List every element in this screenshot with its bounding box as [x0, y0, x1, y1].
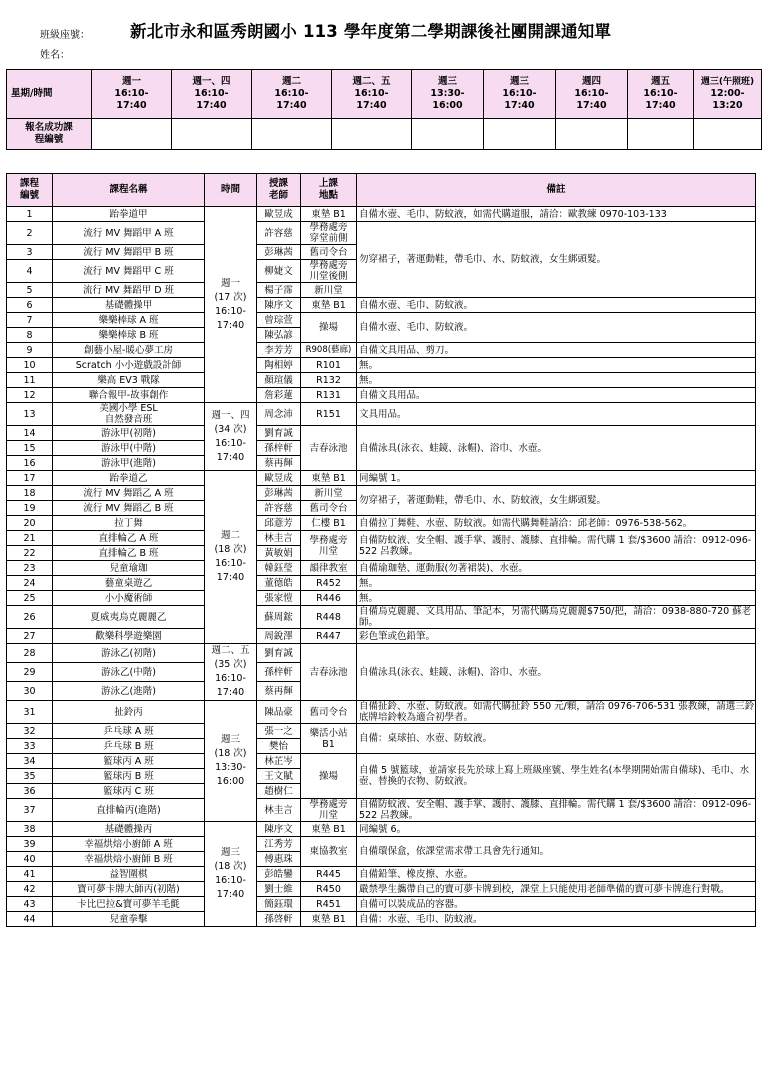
course-place: 舊司令台	[301, 245, 357, 260]
course-no: 38	[7, 822, 53, 837]
course-no: 28	[7, 644, 53, 663]
course-name: 流行 MV 舞蹈甲 A 班	[53, 222, 205, 245]
course-place: 東墊 B1	[301, 822, 357, 837]
course-time: 週三 (18 次) 13:30- 16:00	[205, 701, 257, 822]
table-row	[7, 403, 756, 426]
course-no: 19	[7, 501, 53, 516]
table-row	[7, 576, 756, 591]
course-place: R151	[301, 403, 357, 426]
course-name: 益智圍棋	[53, 867, 205, 882]
course-no: 15	[7, 441, 53, 456]
table-row	[7, 313, 756, 328]
course-teacher: 邱薏芳	[257, 516, 301, 531]
course-teacher: 簡鈺環	[257, 897, 301, 912]
course-note: 自備瑜珈墊、運動服(勿著裙裝)、水壺。	[357, 561, 756, 576]
course-name: 游泳乙(進階)	[53, 682, 205, 701]
course-name: 樂樂棒球 B 班	[53, 328, 205, 343]
table-row	[7, 358, 756, 373]
signup-cell[interactable]	[556, 119, 628, 150]
course-name: 扯鈴丙	[53, 701, 205, 724]
course-no: 41	[7, 867, 53, 882]
course-no: 36	[7, 784, 53, 799]
course-no: 33	[7, 739, 53, 754]
course-name: 拉丁舞	[53, 516, 205, 531]
course-teacher: 劉育誠	[257, 426, 301, 441]
course-place: R908(藝廊)	[301, 343, 357, 358]
course-name: 籃球丙 A 班	[53, 754, 205, 769]
course-no: 3	[7, 245, 53, 260]
col-day: 週五	[650, 76, 670, 87]
table-row	[7, 343, 756, 358]
course-teacher: 傅惠珠	[257, 852, 301, 867]
course-no: 24	[7, 576, 53, 591]
course-note: 嚴禁學生攜帶自己的寶可夢卡牌到校，課堂上只能使用老師準備的寶可夢卡牌進行對戰。	[357, 882, 756, 897]
course-no: 29	[7, 663, 53, 682]
course-place: 東協教室	[301, 837, 357, 867]
table-row	[7, 644, 756, 663]
course-no: 12	[7, 388, 53, 403]
course-place: 東墊 B1	[301, 298, 357, 313]
table-row	[7, 388, 756, 403]
schedule-col-9	[694, 70, 762, 119]
header-time: 時間	[205, 174, 257, 207]
course-no: 1	[7, 207, 53, 222]
header-teacher	[257, 174, 301, 207]
course-table	[6, 173, 756, 927]
course-note: 同編號 1。	[357, 471, 756, 486]
signup-cell[interactable]	[694, 119, 762, 150]
schedule-col-3	[252, 70, 332, 119]
course-time: 週三 (18 次) 16:10- 17:40	[205, 822, 257, 927]
course-place: R447	[301, 629, 357, 644]
course-name: 兒童瑜珈	[53, 561, 205, 576]
table-row	[7, 486, 756, 501]
table-row	[7, 531, 756, 546]
seat-label: 班級座號：	[40, 30, 90, 41]
schedule-col-2	[172, 70, 252, 119]
course-note: 自備文具用品。	[357, 388, 756, 403]
course-note: 自備可以裝成品的容器。	[357, 897, 756, 912]
header-teacher-text: 授課老師	[268, 178, 288, 201]
course-name: 流行 MV 舞蹈乙 A 班	[53, 486, 205, 501]
schedule-col-6	[484, 70, 556, 119]
course-name: 卡比巴拉&寶可夢羊毛氈	[53, 897, 205, 912]
course-teacher: 詹彩蓮	[257, 388, 301, 403]
course-no: 35	[7, 769, 53, 784]
course-name: 幸福烘焙小廚師 B 班	[53, 852, 205, 867]
course-teacher: 江秀芳	[257, 837, 301, 852]
course-place: 樂活小站 B1	[301, 724, 357, 754]
table-row	[7, 867, 756, 882]
course-name: 夏威夷烏克麗麗乙	[53, 606, 205, 629]
course-teacher: 彭琳茜	[257, 486, 301, 501]
table-row	[7, 897, 756, 912]
course-no: 30	[7, 682, 53, 701]
course-teacher: 顏瑄儀	[257, 373, 301, 388]
col-day: 週四	[581, 76, 601, 87]
course-no: 13	[7, 403, 53, 426]
course-name: 創藝小屋-暖心夢工房	[53, 343, 205, 358]
course-name: 寶可夢卡牌大師丙(初階)	[53, 882, 205, 897]
col-time: 16:10-17:40	[194, 88, 229, 111]
course-teacher: 劉士維	[257, 882, 301, 897]
course-place: 學務處旁 穿堂前側	[301, 222, 357, 245]
course-no: 43	[7, 897, 53, 912]
col-time: 16:10-17:40	[114, 88, 149, 111]
course-note: 自備水壺、毛巾、防蚊液。	[357, 313, 756, 343]
course-no: 17	[7, 471, 53, 486]
col-day: 週三(午照班)	[700, 77, 755, 87]
course-teacher: 周銳澤	[257, 629, 301, 644]
col-time: 16:10-17:40	[274, 88, 309, 111]
course-name: 聯合報甲-故事創作	[53, 388, 205, 403]
course-no: 5	[7, 283, 53, 298]
course-name: 籃球丙 C 班	[53, 784, 205, 799]
course-name: 跆拳道乙	[53, 471, 205, 486]
course-time: 週一、四 (34 次) 16:10- 17:40	[205, 403, 257, 471]
table-row	[7, 754, 756, 769]
course-teacher: 歐昱成	[257, 471, 301, 486]
course-note: 自備扯鈴、水壺、防蚊液。如需代購扯鈴 550 元/顆，請洽 0976-706-531 張教練，請選三鈴底牌培鈴較為適合初學者。	[357, 701, 756, 724]
col-time: 16:10-17:40	[643, 88, 678, 111]
schedule-table	[6, 69, 762, 150]
course-teacher: 許容慈	[257, 501, 301, 516]
course-place: 吉春泳池	[301, 644, 357, 701]
course-teacher: 黃敏娟	[257, 546, 301, 561]
course-no: 11	[7, 373, 53, 388]
col-time: 13:30-16:00	[430, 88, 465, 111]
course-name: 流行 MV 舞蹈甲 B 班	[53, 245, 205, 260]
course-name: 樂高 EV3 戰隊	[53, 373, 205, 388]
course-teacher: 楊子霈	[257, 283, 301, 298]
course-place: 操場	[301, 313, 357, 343]
course-teacher: 孫啓軒	[257, 912, 301, 927]
course-teacher: 韓鈺瑩	[257, 561, 301, 576]
course-name: 籃球丙 B 班	[53, 769, 205, 784]
signup-cell[interactable]	[484, 119, 556, 150]
course-teacher: 周念沛	[257, 403, 301, 426]
table-row	[7, 837, 756, 852]
course-note: 自備泳具(泳衣、蛙鏡、泳帽)、浴巾、水壺。	[357, 426, 756, 471]
col-day: 週二	[281, 76, 301, 87]
course-name: 跆拳道甲	[53, 207, 205, 222]
table-row	[7, 799, 756, 822]
schedule-col-7	[556, 70, 628, 119]
table-row	[7, 222, 756, 245]
header-name: 課程名稱	[53, 174, 205, 207]
course-no: 20	[7, 516, 53, 531]
course-place: R450	[301, 882, 357, 897]
course-teacher: 李芳芳	[257, 343, 301, 358]
table-row	[7, 426, 756, 441]
course-teacher: 陶相婷	[257, 358, 301, 373]
table-row	[7, 516, 756, 531]
course-no: 10	[7, 358, 53, 373]
table-row	[7, 724, 756, 739]
course-place: 學務處旁 川堂後側	[301, 260, 357, 283]
signup-cell[interactable]	[332, 119, 412, 150]
course-name: 直排輪乙 A 班	[53, 531, 205, 546]
course-place: R446	[301, 591, 357, 606]
course-note: 無。	[357, 358, 756, 373]
course-place: R101	[301, 358, 357, 373]
course-no: 32	[7, 724, 53, 739]
course-name: 歡樂科學遊樂園	[53, 629, 205, 644]
table-row	[7, 882, 756, 897]
course-note: 自備：桌球拍、水壺、防蚊液。	[357, 724, 756, 754]
course-note: 自備 5 號籃球，並請家長先於球上寫上班級座號、學生姓名(本學期開始需自備球)、毛巾、水壺、替換的衣物、防蚊液。	[357, 754, 756, 799]
course-note: 勿穿裙子，著運動鞋，帶毛巾、水、防蚊液，女生綁頭髮。	[357, 222, 756, 298]
course-place: 仁樓 B1	[301, 516, 357, 531]
course-no: 21	[7, 531, 53, 546]
course-teacher: 柳婕文	[257, 260, 301, 283]
course-no: 44	[7, 912, 53, 927]
course-teacher: 蔡再輝	[257, 456, 301, 471]
course-teacher: 陳序文	[257, 822, 301, 837]
course-place: R445	[301, 867, 357, 882]
course-name: 直排輪丙(進階)	[53, 799, 205, 822]
course-no: 9	[7, 343, 53, 358]
page-title: 新北市永和區秀朗國小 113 學年度第二學期課後社團開課通知單	[130, 22, 612, 41]
course-name: 游泳甲(中階)	[53, 441, 205, 456]
course-note: 無。	[357, 591, 756, 606]
header-place	[301, 174, 357, 207]
signup-cell[interactable]	[92, 119, 172, 150]
course-place: R448	[301, 606, 357, 629]
course-note: 文具用品。	[357, 403, 756, 426]
course-place: R131	[301, 388, 357, 403]
course-no: 37	[7, 799, 53, 822]
course-place: 學務處旁 川堂	[301, 531, 357, 561]
course-place: 舊司令台	[301, 501, 357, 516]
course-name: Scratch 小小遊戲設計師	[53, 358, 205, 373]
course-place: R452	[301, 576, 357, 591]
signup-label-text: 報名成功課程編號	[25, 122, 73, 145]
course-name: 樂樂棒球 A 班	[53, 313, 205, 328]
header-place-text: 上課地點	[318, 178, 338, 201]
signup-cell[interactable]	[172, 119, 252, 150]
course-place: 新川堂	[301, 486, 357, 501]
course-teacher: 趙樹仁	[257, 784, 301, 799]
course-place: 韻律教室	[301, 561, 357, 576]
course-place: 東墊 B1	[301, 207, 357, 222]
course-name: 游泳甲(初階)	[53, 426, 205, 441]
header-note: 備註	[357, 174, 756, 207]
course-place: 東墊 B1	[301, 912, 357, 927]
signup-cell[interactable]	[252, 119, 332, 150]
course-no: 8	[7, 328, 53, 343]
course-note: 自備文具用品、剪刀。	[357, 343, 756, 358]
course-teacher: 王文賦	[257, 769, 301, 784]
course-no: 7	[7, 313, 53, 328]
course-note: 彩色筆或色鉛筆。	[357, 629, 756, 644]
course-name: 基礎體操丙	[53, 822, 205, 837]
course-note: 自備水壺、毛巾、防蚊液，如需代購道服，請洽：歐教練 0970-103-133	[357, 207, 756, 222]
course-no: 22	[7, 546, 53, 561]
course-teacher: 董德皓	[257, 576, 301, 591]
course-name: 直排輪乙 B 班	[53, 546, 205, 561]
course-no: 39	[7, 837, 53, 852]
course-teacher: 歐昱成	[257, 207, 301, 222]
course-no: 31	[7, 701, 53, 724]
col-time: 16:10-17:40	[502, 88, 537, 111]
signup-cell[interactable]	[628, 119, 694, 150]
course-name: 流行 MV 舞蹈甲 D 班	[53, 283, 205, 298]
course-note: 自備鉛筆、橡皮擦、水壺。	[357, 867, 756, 882]
course-no: 18	[7, 486, 53, 501]
course-name: 游泳乙(中階)	[53, 663, 205, 682]
course-note: 自備：水壺、毛巾、防蚊液。	[357, 912, 756, 927]
course-teacher: 陳序文	[257, 298, 301, 313]
course-teacher: 林圭言	[257, 799, 301, 822]
course-time: 週一 (17 次) 16:10- 17:40	[205, 207, 257, 403]
table-row	[7, 912, 756, 927]
col-day: 週三	[509, 76, 529, 87]
course-no: 27	[7, 629, 53, 644]
course-place: 吉春泳池	[301, 426, 357, 471]
course-time: 週二 (18 次) 16:10- 17:40	[205, 471, 257, 644]
course-no: 23	[7, 561, 53, 576]
schedule-row-label: 星期/時間	[7, 70, 92, 119]
course-note: 自備拉丁舞鞋、水壺、防蚊液。如需代購舞鞋請洽：邱老師：0976-538-562。	[357, 516, 756, 531]
course-note: 勿穿裙子，著運動鞋，帶毛巾、水、防蚊液，女生綁頭髮。	[357, 486, 756, 516]
course-note: 無。	[357, 576, 756, 591]
course-teacher: 樊怡	[257, 739, 301, 754]
table-row	[7, 606, 756, 629]
table-row	[7, 471, 756, 486]
course-teacher: 彭琳茜	[257, 245, 301, 260]
course-no: 25	[7, 591, 53, 606]
course-no: 34	[7, 754, 53, 769]
course-teacher: 曾琮萱	[257, 313, 301, 328]
header-no-text: 課程編號	[19, 178, 39, 201]
course-place: 舊司令台	[301, 701, 357, 724]
course-name: 游泳甲(進階)	[53, 456, 205, 471]
signup-cell[interactable]	[412, 119, 484, 150]
course-teacher: 孫梓軒	[257, 441, 301, 456]
course-name: 乒乓球 B 班	[53, 739, 205, 754]
course-name: 流行 MV 舞蹈乙 B 班	[53, 501, 205, 516]
table-row	[7, 207, 756, 222]
course-teacher: 陳弘諺	[257, 328, 301, 343]
course-name: 兒童拳擊	[53, 912, 205, 927]
course-place: 新川堂	[301, 283, 357, 298]
schedule-col-8	[628, 70, 694, 119]
course-note: 自備泳具(泳衣、蛙鏡、泳帽)、浴巾、水壺。	[357, 644, 756, 701]
course-no: 26	[7, 606, 53, 629]
col-day: 週二、五	[352, 76, 391, 87]
course-no: 42	[7, 882, 53, 897]
course-teacher: 張一之	[257, 724, 301, 739]
course-note: 自備烏克麗麗、文具用品、筆記本，另需代購烏克麗麗$750/把，請洽：0938-880-720 蘇老師。	[357, 606, 756, 629]
course-no: 16	[7, 456, 53, 471]
table-row	[7, 561, 756, 576]
course-teacher: 孫梓軒	[257, 663, 301, 682]
name-label: 姓名：	[40, 50, 70, 61]
course-note: 自備環保盒，依課堂需求帶工具會先行通知。	[357, 837, 756, 867]
course-no: 40	[7, 852, 53, 867]
course-note: 自備水壺、毛巾、防蚊液。	[357, 298, 756, 313]
course-name: 游泳乙(初階)	[53, 644, 205, 663]
course-teacher: 林芷岑	[257, 754, 301, 769]
course-teacher: 蔡再輝	[257, 682, 301, 701]
col-day: 週一	[121, 76, 141, 87]
course-name: 流行 MV 舞蹈甲 C 班	[53, 260, 205, 283]
course-teacher: 彭皓鑾	[257, 867, 301, 882]
course-place: R132	[301, 373, 357, 388]
course-place: 操場	[301, 754, 357, 799]
course-no: 4	[7, 260, 53, 283]
col-time: 12:00-13:20	[710, 88, 745, 111]
schedule-col-1	[92, 70, 172, 119]
table-row	[7, 591, 756, 606]
course-teacher: 林圭言	[257, 531, 301, 546]
signup-label	[7, 119, 92, 150]
schedule-col-4	[332, 70, 412, 119]
schedule-col-5	[412, 70, 484, 119]
course-teacher: 陳品豪	[257, 701, 301, 724]
course-teacher: 許容慈	[257, 222, 301, 245]
col-day: 週一、四	[192, 76, 231, 87]
col-time: 16:10-17:40	[574, 88, 609, 111]
table-row	[7, 822, 756, 837]
course-teacher: 劉育誠	[257, 644, 301, 663]
header-no	[7, 174, 53, 207]
table-row	[7, 373, 756, 388]
course-teacher: 張家愷	[257, 591, 301, 606]
course-note: 同編號 6。	[357, 822, 756, 837]
course-teacher: 蘇周鋐	[257, 606, 301, 629]
course-no: 2	[7, 222, 53, 245]
table-row	[7, 701, 756, 724]
course-name: 基礎體操甲	[53, 298, 205, 313]
table-row	[7, 298, 756, 313]
course-name: 小小魔術師	[53, 591, 205, 606]
course-place: 東墊 B1	[301, 471, 357, 486]
course-time: 週二、五 (35 次) 16:10- 17:40	[205, 644, 257, 701]
course-place: 學務處旁 川堂	[301, 799, 357, 822]
course-name: 幸福烘焙小廚師 A 班	[53, 837, 205, 852]
course-no: 14	[7, 426, 53, 441]
col-day: 週三	[437, 76, 457, 87]
table-row	[7, 629, 756, 644]
course-name: 美國小學 ESL 自然發音班	[53, 403, 205, 426]
course-name: 藝童桌遊乙	[53, 576, 205, 591]
course-no: 6	[7, 298, 53, 313]
course-note: 自備防蚊液、安全帽、護手掌、護肘、護膝、直排輪。需代購 1 套/$3600 請洽：0912-096-522 呂教練。	[357, 531, 756, 561]
col-time: 16:10-17:40	[354, 88, 389, 111]
course-name: 乒乓球 A 班	[53, 724, 205, 739]
course-note: 自備防蚊液、安全帽、護手掌、護肘、護膝、直排輪。需代購 1 套/$3600 請洽：0912-096-522 呂教練。	[357, 799, 756, 822]
course-place: R451	[301, 897, 357, 912]
course-note: 無。	[357, 373, 756, 388]
